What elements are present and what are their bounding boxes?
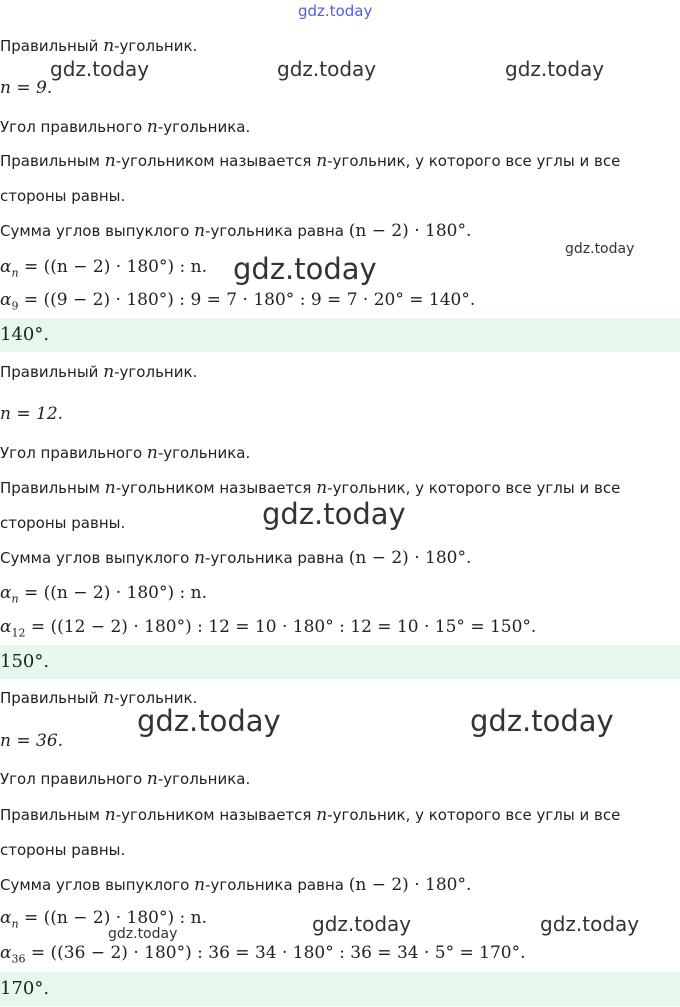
answer-box: 150°. xyxy=(0,645,680,679)
calculation-line: $\alpha_{36} = ((36 - 2) \cdot 180^\circ)$ : 36 = 34 · 180° : 36 = 34 · 5° = 170°. xyxy=(0,943,526,966)
watermark: gdz.today xyxy=(540,912,640,936)
definition-line-2: стороны равны. xyxy=(0,841,126,859)
watermark: gdz.today xyxy=(277,57,377,81)
given-line: Правильный n-угольник. xyxy=(0,688,198,708)
find-line: Угол правильного n-угольника. xyxy=(0,443,251,463)
sum-line: Сумма углов выпуклого n-угольника равна (n − 2) · 180°. xyxy=(0,548,472,568)
definition-line-2: стороны равны. xyxy=(0,514,126,532)
definition-line-1: Правильным n-угольником называется n-угольник, у которого все углы и все xyxy=(0,478,621,498)
watermark: gdz.today xyxy=(108,926,178,942)
calculation-line: $\alpha_9 = ((9 - 2) \cdot 180^\circ)$ : 9 = 7 · 180° : 9 = 7 · 20° = 140°. xyxy=(0,290,476,313)
answer-box: 170°. xyxy=(0,972,680,1006)
watermark: gdz.today xyxy=(50,57,150,81)
formula-line: $\alpha_n = ((n - 2) \cdot 180^\circ)$ : n. xyxy=(0,257,208,280)
calculation-line: $\alpha_{12} = ((12 - 2) \cdot 180^\circ)$ : 12 = 10 · 180° : 12 = 10 · 15° = 150°. xyxy=(0,617,537,640)
watermark: gdz.today xyxy=(298,2,373,20)
watermark: gdz.today xyxy=(565,241,635,257)
formula-line: $\alpha_n = ((n - 2) \cdot 180^\circ)$ : n. xyxy=(0,908,208,931)
formula-line: $\alpha_n = ((n - 2) \cdot 180^\circ)$ : n. xyxy=(0,583,208,606)
watermark: gdz.today xyxy=(262,497,406,531)
n-value-line: n = 12. xyxy=(0,404,64,424)
watermark: gdz.today xyxy=(233,252,377,286)
watermark: gdz.today xyxy=(505,57,605,81)
watermark: gdz.today xyxy=(470,704,614,738)
n-value-line: n = 9. xyxy=(0,78,53,98)
given-line: Правильный n-угольник. xyxy=(0,362,198,382)
sum-line: Сумма углов выпуклого n-угольника равна (n − 2) · 180°. xyxy=(0,875,472,895)
watermark: gdz.today xyxy=(137,704,281,738)
definition-line-1: Правильным n-угольником называется n-угольник, у которого все углы и все xyxy=(0,151,621,171)
definition-line-1: Правильным n-угольником называется n-угольник, у которого все углы и все xyxy=(0,805,621,825)
n-value-line: n = 36. xyxy=(0,731,64,751)
answer-box: 140°. xyxy=(0,318,680,352)
find-line: Угол правильного n-угольника. xyxy=(0,769,251,789)
sum-line: Сумма углов выпуклого n-угольника равна (n − 2) · 180°. xyxy=(0,221,472,241)
definition-line-2: стороны равны. xyxy=(0,187,126,205)
watermark: gdz.today xyxy=(312,912,412,936)
given-line: Правильный n-угольник. xyxy=(0,36,198,56)
find-line: Угол правильного n-угольника. xyxy=(0,117,251,137)
